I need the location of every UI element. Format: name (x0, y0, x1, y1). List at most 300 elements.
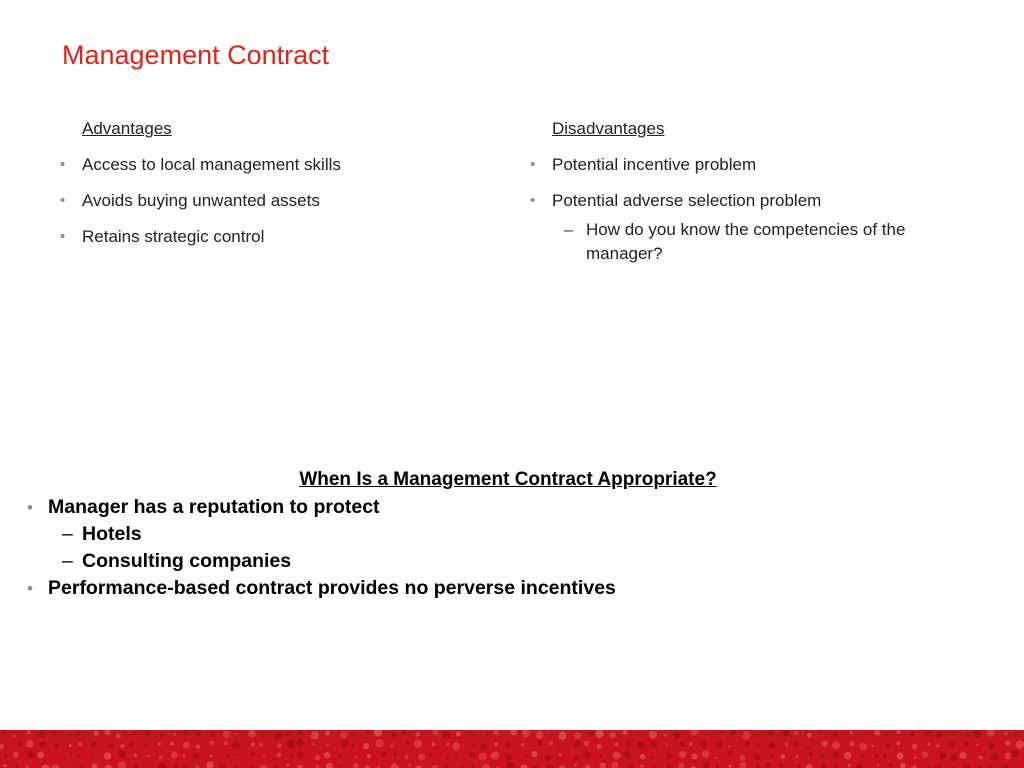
footer-dot (546, 764, 554, 768)
footer-dot (232, 740, 240, 748)
footer-dot (597, 744, 602, 749)
footer-dot (858, 732, 861, 735)
footer-dot (351, 733, 355, 737)
footer-dot (883, 755, 886, 758)
footer-dot (182, 764, 190, 768)
list-item-text: Potential incentive problem (552, 155, 757, 174)
footer-dot (742, 732, 750, 740)
footer-dot (444, 764, 449, 768)
footer-dot (936, 731, 943, 738)
footer-dot (674, 732, 681, 739)
footer-dot (390, 763, 398, 768)
footer-dot (623, 730, 628, 735)
footer-dot (861, 755, 864, 758)
footer-dot (408, 764, 411, 767)
footer-dot (979, 756, 983, 760)
footer-dot (511, 730, 517, 735)
bullet-icon: • (60, 192, 66, 209)
footer-dot (640, 764, 644, 768)
footer-dot (963, 763, 971, 768)
footer-dot (94, 731, 99, 736)
footer-dot (705, 731, 708, 734)
footer-dot (469, 752, 475, 758)
footer-dot (194, 753, 199, 758)
footer-dot (446, 756, 449, 759)
footer-dot (194, 730, 202, 737)
footer-dot (223, 731, 230, 738)
footer-dot (209, 740, 214, 745)
footer-dot (678, 763, 684, 768)
footer-dot (599, 755, 602, 758)
footer-dot (558, 732, 566, 740)
footer-dot (287, 764, 290, 767)
footer-dot (224, 741, 228, 745)
footer-dot (442, 731, 449, 738)
footer-dot (13, 752, 19, 758)
footer-dot (315, 755, 321, 761)
appropriate-heading: When Is a Management Contract Appropriate? (299, 469, 717, 490)
footer-dot (133, 732, 136, 735)
footer-dot (782, 730, 790, 736)
footer-dot (431, 742, 435, 746)
footer-dot (574, 755, 579, 760)
footer-dot (251, 742, 255, 746)
list-item-text: Manager has a reputation to protect (48, 496, 380, 518)
footer-dot (559, 753, 562, 756)
footer-dot (456, 731, 461, 736)
footer-dot (793, 741, 800, 748)
footer-dot (105, 730, 110, 735)
footer-dot (521, 743, 524, 746)
footer-dot (366, 730, 370, 734)
footer-dot (119, 750, 127, 758)
footer-dot (446, 743, 449, 746)
footer-dot (871, 744, 874, 747)
footer-dot (4, 755, 8, 759)
footer-dot (611, 762, 618, 768)
footer-dot (116, 733, 121, 738)
footer-dot (650, 742, 657, 749)
footer-dot (1012, 750, 1019, 757)
dash-icon: – (62, 550, 73, 572)
footer-dot (367, 754, 371, 758)
footer-dot (574, 740, 581, 747)
footer-dot (649, 731, 657, 739)
footer-dot (875, 730, 881, 736)
footer-dot (354, 756, 357, 759)
footer-dot (625, 740, 632, 747)
appropriate-list (0, 494, 1024, 602)
advantages-column (58, 118, 478, 262)
footer-dot (341, 740, 348, 747)
footer-dot (248, 730, 256, 737)
list-item (528, 154, 978, 176)
footer-dot (69, 734, 72, 737)
footer-dot (703, 762, 710, 768)
footer-dot (715, 741, 723, 749)
footer-dot (471, 764, 475, 768)
disadvantages-heading: Disadvantages (552, 119, 665, 138)
footer-dot (897, 752, 904, 759)
footer-dot (794, 731, 798, 735)
footer-dot (897, 730, 901, 734)
footer-dot (338, 764, 341, 767)
footer-dot (680, 741, 685, 746)
advantages-heading: Advantages (82, 119, 172, 138)
slide-title: Management Contract (62, 40, 330, 70)
footer-dot (859, 743, 867, 751)
footer-dot (885, 732, 888, 735)
footer-dot (160, 734, 163, 737)
footer-dot (472, 744, 474, 746)
footer-dot (340, 731, 347, 738)
bullet-icon: • (27, 498, 33, 517)
footer-dot (325, 731, 329, 735)
footer-dot (874, 753, 879, 758)
list-item (0, 575, 1024, 602)
footer-dot (145, 765, 148, 768)
footer-dot (796, 755, 799, 758)
footer-dot (219, 763, 226, 768)
footer-dot (977, 744, 979, 746)
list-item-text: Access to local management skills (82, 155, 341, 174)
footer-dot (757, 743, 760, 746)
footer-dot (418, 754, 425, 761)
appropriate-section (0, 466, 1024, 602)
list-item (0, 494, 1024, 575)
footer-dot (715, 757, 717, 759)
footer-dot (324, 752, 331, 759)
disadvantages-sublist (552, 218, 978, 266)
list-item (528, 190, 978, 266)
list-item-text: Retains strategic control (82, 227, 265, 246)
footer-dot (39, 741, 46, 748)
footer-dot (596, 730, 604, 738)
footer-dot (877, 764, 879, 766)
list-item-text: Avoids buying unwanted assets (82, 191, 320, 210)
footer-dot (1001, 764, 1009, 768)
footer-dot (637, 741, 644, 748)
sub-list-item-text: Consulting companies (82, 550, 292, 572)
footer-dot (781, 754, 786, 759)
footer-dot (55, 744, 60, 749)
footer-dot (740, 755, 746, 761)
advantages-list (58, 154, 478, 248)
footer-dot (69, 744, 72, 747)
footer-dot (987, 730, 994, 736)
dash-icon: – (564, 220, 574, 239)
footer-dot (973, 730, 981, 738)
footer-dot (147, 755, 149, 757)
footer-dot (587, 730, 595, 736)
footer-dot (129, 742, 134, 747)
footer-dot (950, 754, 957, 761)
footer-dot (479, 753, 487, 761)
footer-dot (692, 754, 698, 760)
footer-dot (754, 754, 761, 761)
footer-dot (429, 753, 433, 757)
footer-dot (298, 752, 304, 758)
footer-dot (650, 756, 653, 759)
footer-dot (583, 751, 591, 759)
footer-dot (959, 752, 966, 759)
footer-dot (719, 731, 723, 735)
footer-dot (494, 742, 498, 746)
bullet-icon: • (60, 228, 66, 245)
footer-dot (27, 751, 34, 758)
footer-dot (104, 752, 112, 760)
footer-dot (403, 731, 407, 735)
footer-dot (392, 732, 397, 737)
footer-dot (173, 764, 180, 768)
footer-dot (1013, 733, 1017, 737)
footer-dot (727, 751, 733, 757)
footer-dot (807, 733, 812, 738)
footer-dot (520, 765, 528, 768)
footer-dot (277, 752, 281, 756)
footer-dot (262, 734, 265, 737)
footer-dot (37, 752, 44, 759)
footer-dot (432, 730, 438, 736)
footer-dot (27, 730, 31, 734)
footer-dot (78, 742, 82, 746)
footer-dot (769, 743, 775, 749)
footer-dot (921, 751, 928, 758)
footer-dot (134, 763, 139, 768)
footer-dot (480, 744, 487, 751)
footer-band (0, 730, 1024, 768)
footer-dot (832, 741, 840, 749)
footer-dot (482, 764, 490, 768)
footer-dot (297, 730, 303, 735)
footer-dot (505, 743, 511, 749)
footer-dot (536, 732, 543, 739)
footer-dot (184, 730, 190, 735)
footer-dot (739, 762, 746, 768)
footer-dot (638, 732, 641, 735)
sub-list-item (48, 521, 1024, 548)
footer-dot (196, 745, 200, 749)
footer-dot (183, 754, 186, 757)
footer-dot (144, 730, 152, 736)
footer-dot (108, 743, 113, 748)
footer-dot (260, 764, 267, 768)
footer-dot (157, 742, 161, 746)
footer-dot (171, 752, 178, 759)
footer-dot (414, 740, 422, 748)
footer-dot (351, 744, 354, 747)
footer-dot (628, 763, 633, 768)
bullet-icon: • (60, 156, 66, 173)
footer-dot (390, 745, 393, 748)
footer-dot (91, 741, 97, 747)
footer-dot (691, 730, 698, 736)
footer-dot (806, 745, 810, 749)
footer-dot (888, 763, 892, 767)
footer-dot (767, 730, 774, 736)
footer-dot (820, 731, 823, 734)
footer-dot (210, 731, 216, 737)
footer-dot (574, 764, 577, 767)
footer-dot (363, 743, 369, 749)
footer-dot (820, 753, 825, 758)
footer-dot (833, 752, 839, 758)
footer-dot (120, 744, 125, 749)
footer-dot (730, 730, 736, 735)
footer-dot (404, 754, 408, 758)
footer-dot (848, 764, 851, 767)
footer-dot (311, 731, 319, 739)
list-item (58, 190, 478, 212)
footer-dot (2, 730, 7, 735)
footer-dot (1005, 740, 1010, 745)
footer-dot (537, 740, 542, 745)
footer-dot (928, 743, 931, 746)
footer-dot (183, 742, 190, 749)
footer-dot (850, 731, 853, 734)
footer-dot (251, 752, 256, 757)
footer-dot (17, 741, 22, 746)
footer-dot (393, 753, 396, 756)
footer-dot (833, 732, 837, 736)
footer-dot (844, 752, 852, 760)
footer-dot (236, 753, 239, 756)
footer-dot (1004, 753, 1011, 760)
footer-dot (559, 746, 561, 748)
footer-dot (374, 730, 382, 737)
footer-dot (948, 742, 954, 748)
footer-dot (173, 733, 176, 736)
footer-dot (574, 732, 581, 739)
footer-dot (170, 742, 174, 746)
footer-dot (69, 753, 72, 756)
list-item (58, 154, 478, 176)
footer-dot (896, 741, 900, 745)
footer-dot (666, 743, 668, 745)
list-item-text: Potential adverse selection problem (552, 191, 822, 210)
footer-dot (744, 741, 749, 746)
footer-dot (486, 732, 490, 736)
footer-dot (226, 754, 230, 758)
footer-dot (91, 753, 94, 756)
footer-dot (92, 764, 98, 768)
footer-dot (1016, 740, 1024, 748)
bullet-icon: • (530, 192, 536, 209)
footer-dot (455, 756, 458, 759)
footer-dot (821, 741, 827, 747)
footer-dot (936, 744, 940, 748)
footer-dot (13, 734, 16, 737)
footer-dot (353, 763, 358, 768)
footer-dot (728, 745, 731, 748)
footer-dot (494, 730, 499, 735)
footer-dot (609, 732, 616, 739)
footer-dot (615, 742, 619, 746)
footer-dot (964, 741, 969, 746)
footer-dot (912, 744, 918, 750)
footer-dot (326, 763, 333, 768)
footer-dot (296, 739, 304, 747)
footer-dot (821, 763, 826, 768)
footer-dot (797, 764, 801, 768)
footer-dot (806, 764, 812, 768)
footer-dot (452, 742, 460, 750)
footer-dot (406, 741, 410, 745)
footer-dot (491, 752, 499, 760)
footer-dot (159, 756, 162, 759)
footer-dot (700, 741, 707, 748)
footer-dot (415, 732, 420, 737)
disadvantages-column (528, 118, 978, 280)
footer-dot (664, 734, 667, 737)
footer-dot (1004, 732, 1008, 736)
footer-dot (52, 764, 60, 768)
footer-dot (54, 755, 56, 757)
list-item (58, 226, 478, 248)
footer-dot (766, 763, 771, 768)
footer-dot (666, 753, 673, 760)
footer-dot (145, 743, 149, 747)
footer-dot (375, 739, 383, 747)
footer-dot (287, 740, 295, 748)
footer-dot (914, 756, 917, 759)
footer-dot (507, 761, 515, 768)
footer-dot (134, 753, 137, 756)
sub-list-item (48, 548, 1024, 575)
footer-dot (809, 752, 813, 756)
footer-dot (934, 764, 942, 768)
footer-dot (158, 763, 166, 768)
footer-dot-pattern (0, 730, 1024, 768)
footer-dot (939, 753, 946, 760)
list-item-text: Performance-based contract provides no perverse incentives (48, 577, 616, 599)
appropriate-sublist (48, 521, 1024, 575)
footer-dot (26, 740, 34, 748)
footer-dot (666, 764, 673, 768)
footer-dot (679, 751, 686, 758)
footer-dot (210, 754, 213, 757)
footer-dot (547, 731, 549, 733)
footer-dot (531, 751, 537, 757)
footer-dot (285, 732, 289, 736)
footer-dot (599, 763, 606, 768)
bullet-icon: • (27, 579, 33, 598)
footer-dot (640, 754, 646, 760)
footer-dot (273, 765, 279, 768)
footer-dot (755, 735, 757, 737)
footer-dot (965, 733, 969, 737)
footer-dot (613, 752, 621, 760)
footer-dot (206, 761, 214, 768)
footer-dot (779, 763, 783, 767)
footer-dot (77, 731, 82, 736)
footer-dot (290, 755, 294, 759)
footer-dot (471, 732, 475, 736)
footer-dot (118, 761, 126, 768)
disadvantages-list (528, 154, 978, 266)
footer-dot (545, 755, 551, 761)
footer-dot (988, 743, 995, 750)
footer-dot (50, 731, 56, 737)
footer-dot (277, 744, 281, 748)
footer-dot (549, 741, 553, 745)
footer-dot (925, 730, 932, 737)
footer-dot (77, 755, 80, 758)
footer-dot (380, 751, 386, 757)
footer-dot (584, 740, 590, 746)
footer-dot (952, 733, 954, 735)
footer-dot (3, 764, 7, 768)
